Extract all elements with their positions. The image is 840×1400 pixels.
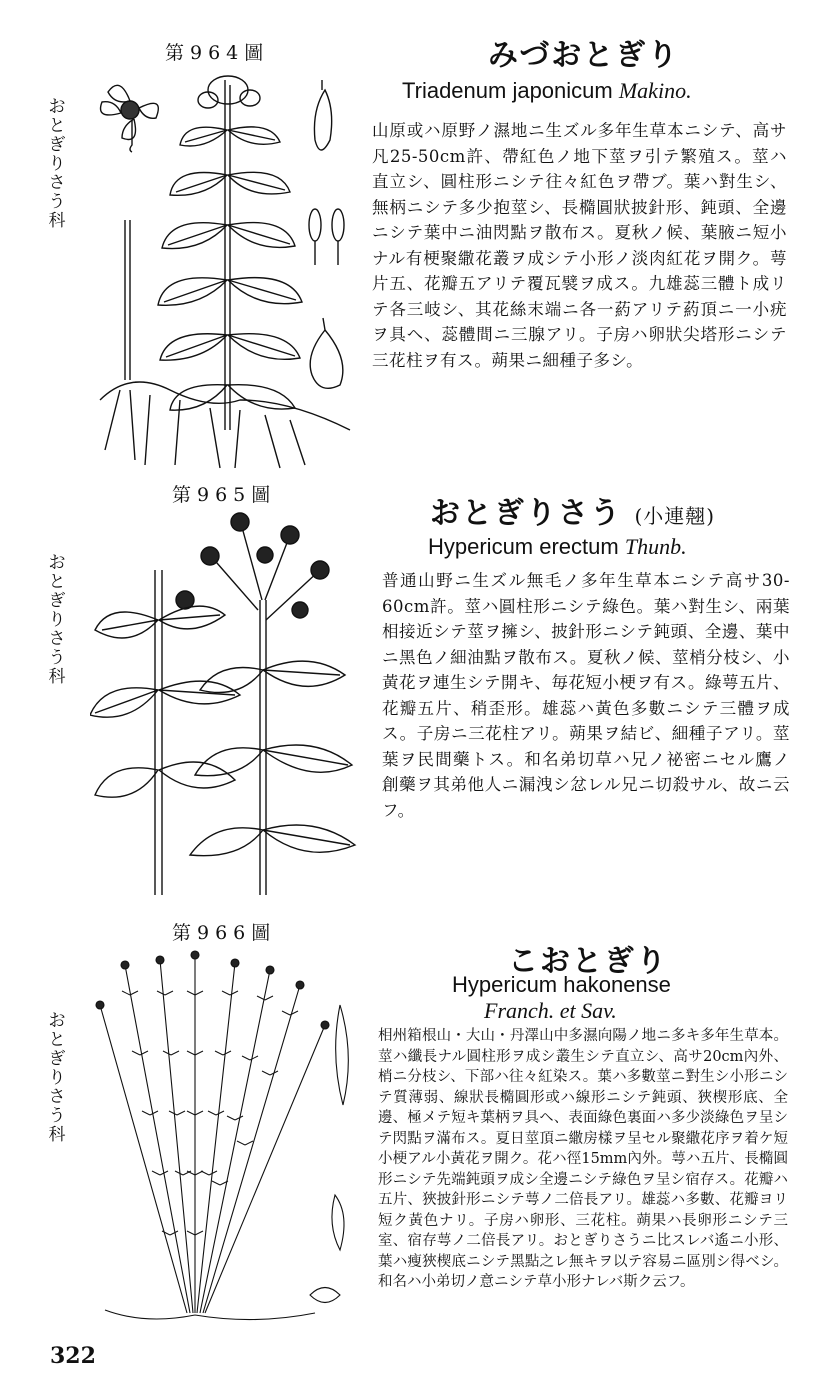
- description: 山原或ハ原野ノ濕地ニ生ズル多年生草本ニシテ、高サ凡25-50cm許、帶紅色ノ地下莖ヲ引テ繁殖ス。莖ハ直立シ、圓柱形ニシテ往々紅色ヲ帶ブ。葉ハ對生シ、無柄ニシテ多少抱莖シ、長橢圓狀披針形、鈍頭、全邊ニシテ葉中ニ油閃點ヲ散布ス。夏秋ノ候、葉腋ニ短小ナル有梗聚繖花叢ヲ成シテ小形ノ淡肉紅花ヲ開ク。萼片五、花瓣五アリテ覆瓦襞ヲ成ス。九雄蕊三體ト成リテ各三岐シ、其花絲末端ニ各一葯アリテ葯頂ニ一小疣ヲ具ヘ、蕊體間ニ三腺アリ。子房ハ卵狀尖塔形ニシテ三花柱ヲ有ス。蒴果ニ細種子多シ。: [372, 121, 787, 370]
- figure-label: 第966圖: [172, 922, 277, 944]
- figure-label: 第965圖: [172, 484, 277, 506]
- scientific-name: [402, 78, 692, 104]
- entry-965: [0, 470, 840, 910]
- scientific-name: [452, 972, 671, 998]
- scientific-name: [428, 534, 687, 560]
- species-name: Hypericum erectum: [428, 534, 619, 559]
- title-text: みづおとぎり: [488, 38, 680, 73]
- entry-964: [0, 0, 840, 470]
- authority: Franch. et Sav.: [484, 998, 617, 1023]
- description: 普通山野ニ生ズル無毛ノ多年生草本ニシテ高サ30-60cm許。莖ハ圓柱形ニシテ綠色。葉ハ對生シ、兩葉相接近シテ莖ヲ擁シ、披針形ニシテ鈍頭、全邊、葉中ニ黑色ノ細油點ヲ散布ス。夏秋ノ候、莖梢分枝シ、小黃花ヲ連生シテ開キ、毎花短小梗ヲ有ス。綠萼五片、花瓣五片、稍歪形。雄蕊ハ黃色多數ニシテ三體ヲ成ス。子房ニ三花柱アリ。蒴果ヲ結ビ、細種子アリ。莖葉ヲ民間藥トス。和名弟切草ハ兄ノ祕密ニセル鷹ノ創藥ヲ其弟他人ニ漏洩シ忿レル兄ニ切殺サル、故ニ云フ。: [382, 571, 790, 820]
- page-number: 322: [50, 1343, 96, 1369]
- species-name: Triadenum japonicum: [402, 78, 613, 103]
- figure-label: 第964圖: [165, 42, 270, 64]
- family-label: おとぎりさう科: [48, 97, 66, 231]
- authority-line: [484, 998, 617, 1024]
- authority: Thunb.: [624, 534, 687, 559]
- authority: Makino.: [618, 78, 692, 103]
- illustration-hypericum-hakonense: [85, 945, 360, 1325]
- description: 相州箱根山・大山・丹澤山中多濕向陽ノ地ニ多キ多年生草本。莖ハ纖長ナル圓柱形ヲ成シ叢生シテ直立シ、高サ20cm內外、梢ニ分枝シ、下部ハ往々紅染ス。葉ハ多數莖ニ對生シ小形ニシテ質薄弱、線狀長橢圓形或ハ線形ニシテ鈍頭、狹楔形底、全邊、極メテ短キ葉柄ヲ具ヘ、表面綠色裏面ハ多少淡綠色ヲ呈シテ閃點ヲ滿布ス。夏日莖頂ニ繖房樣ヲ呈セル聚繖花序ヲ着ケ短小梗アル小黃花ヲ開ク。花ハ徑15mm內外。萼ハ五片、長橢圓形ニシテ先端鈍頭ヲ成シ全邊ニシテ綠色ヲ呈シ宿存ス。花瓣ハ五片、狹披針形ニシテ萼ノ二倍長アリ。雄蕊ハ多數、花瓣ヨリ短ク黃色ナリ。子房ハ卵形、三花柱。蒴果ハ長卵形ニシテ三室、宿存萼ノ二倍長アリ。おとぎりさうニ比スレバ遙ニ小形、葉ハ瘦狹楔底ニシテ黑點之レ無キヲ以テ容易ニ區別シ得ベシ。和名ハ小弟切ノ意ニシテ草小形ナレバ斯ク云フ。: [378, 1028, 788, 1290]
- illustration-triadenum: [90, 70, 360, 470]
- entry-966: [0, 910, 840, 1330]
- illustration-hypericum-erectum: [90, 500, 360, 895]
- title-note: (小連翹): [634, 504, 716, 528]
- species-name: Hypericum hakonense: [452, 972, 671, 997]
- title-japanese: [430, 488, 715, 532]
- title-text: こおとぎり: [508, 944, 668, 979]
- title-text: おとぎりさう: [430, 496, 622, 531]
- title-japanese: [488, 30, 679, 74]
- family-label: おとぎりさう科: [48, 553, 66, 687]
- family-label: おとぎりさう科: [48, 1011, 66, 1145]
